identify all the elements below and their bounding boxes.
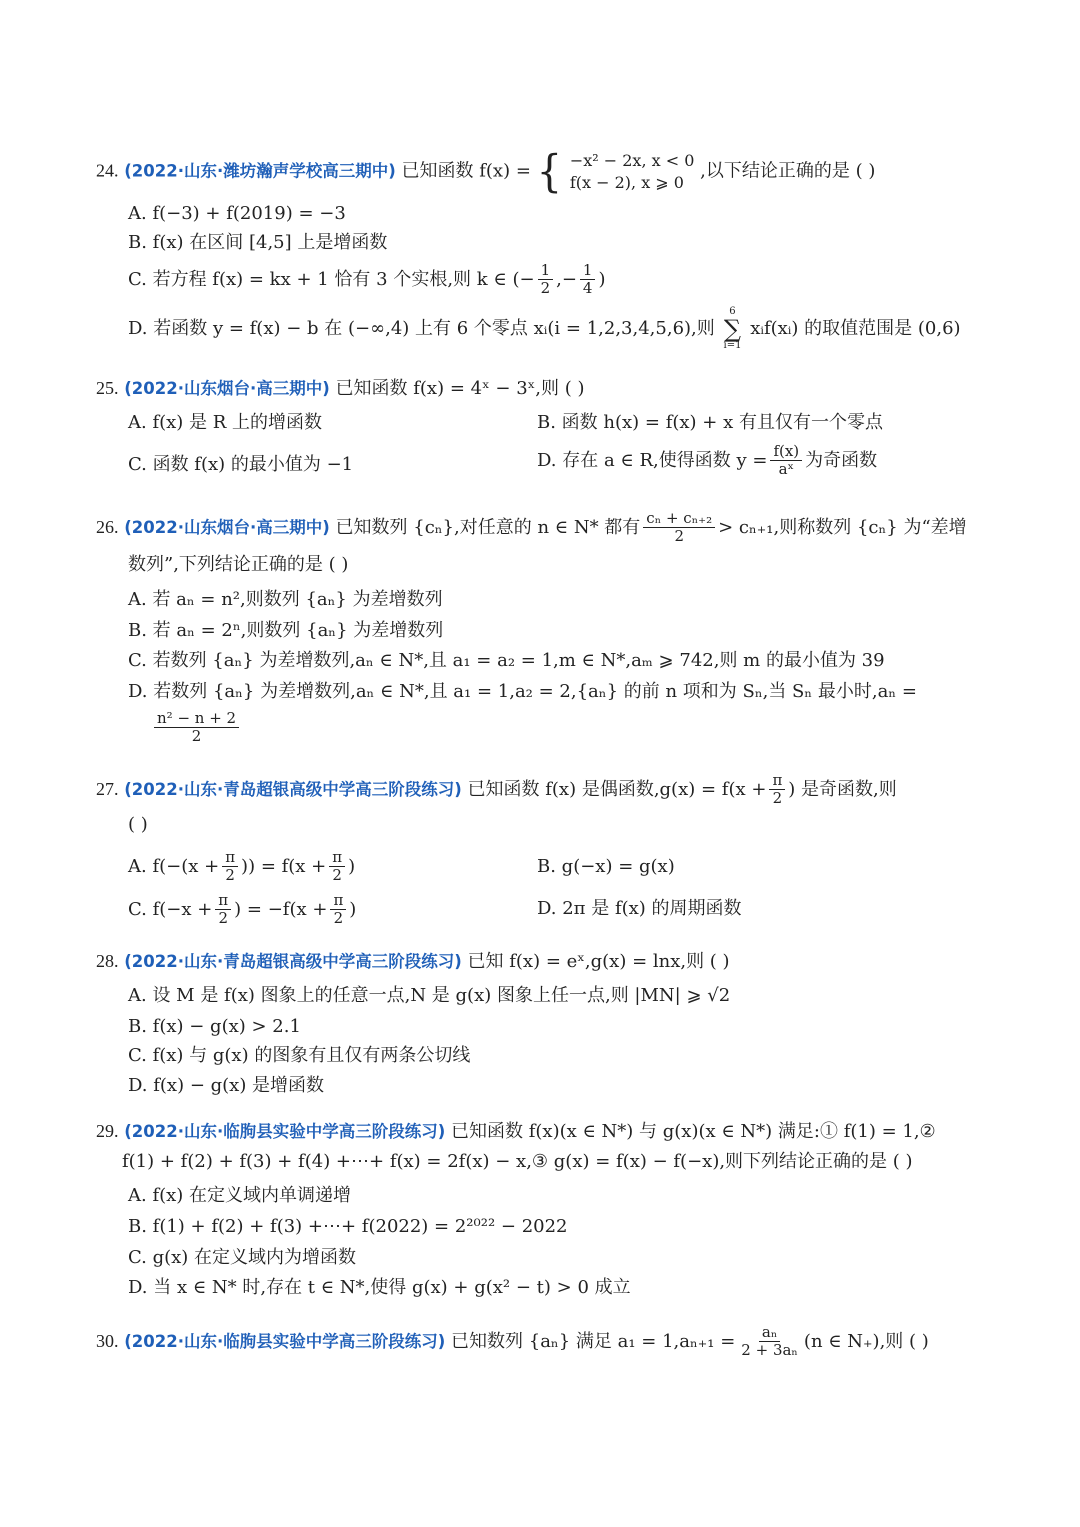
question-24-stem [96, 146, 876, 197]
piecewise-cases [570, 150, 695, 193]
stem-text: (n ∈ N₊),则 ( ) [803, 1330, 929, 1352]
sum-lower: i=1 [723, 340, 742, 351]
fraction [580, 262, 596, 298]
question-number: 25. [96, 378, 119, 398]
fraction [738, 1324, 801, 1360]
option-text: ,− [556, 268, 577, 290]
option-text: xᵢf(xᵢ) 的取值范围是 (0,6) [750, 318, 961, 339]
stem-text: 已知数列 {cₙ},对任意的 n ∈ N* 都有 [335, 516, 641, 538]
question-25-stem [96, 379, 585, 398]
question-source: (2022·山东·青岛超银高级中学高三阶段练习) [124, 952, 462, 971]
stem-text: 已知函数 f(x) 是偶函数,g(x) = f(x + [467, 778, 767, 800]
fraction [222, 849, 238, 885]
sum-sign: ∑ [723, 315, 742, 343]
q27-option-b: B. g(−x) = g(x) [537, 856, 675, 877]
q25-option-c: C. 函数 f(x) 的最小值为 −1 [128, 454, 354, 475]
q24-option-b: B. f(x) 在区间 [4,5] 上是增函数 [128, 232, 388, 253]
stem-text: 已知函数 f(x)(x ∈ N*) 与 g(x)(x ∈ N*) 满足:① f(1) = 1,② [451, 1121, 936, 1142]
q28-option-b: B. f(x) − g(x) > 2.1 [128, 1016, 301, 1037]
numerator: π [215, 892, 231, 910]
q28-option-d: D. f(x) − g(x) 是增函数 [128, 1075, 325, 1096]
q24-option-a: A. f(−3) + f(2019) = −3 [128, 203, 346, 224]
option-text: ) [348, 855, 356, 877]
question-30-stem [96, 1324, 929, 1360]
question-source: (2022·山东烟台·高三期中) [124, 517, 330, 537]
summation [724, 307, 742, 351]
q26-option-d: D. 若数列 {aₙ} 为差增数列,aₙ ∈ N*,且 a₁ = 1,a₂ = 2,{aₙ} 的前 n 项和为 Sₙ,当 Sₙ 最小时,aₙ = [128, 681, 917, 702]
denominator: 2 [540, 279, 551, 298]
stem-text: > cₙ₊₁,则称数列 {cₙ} 为“差增 [718, 516, 967, 538]
q27-option-c [128, 892, 356, 928]
question-27-stem-cont: ( ) [128, 814, 148, 835]
fraction [154, 710, 239, 746]
stem-text: ) 是奇函数,则 [788, 778, 897, 800]
q28-option-a: A. 设 M 是 f(x) 图象上的任意一点,N 是 g(x) 图象上任一点,则 |MN| ⩾ √2 [128, 985, 731, 1006]
stem-text: 已知数列 {aₙ} 满足 a₁ = 1,aₙ₊₁ = [451, 1330, 736, 1352]
option-text: ) [598, 268, 606, 290]
fraction [330, 892, 346, 928]
question-source: (2022·山东·青岛超银高级中学高三阶段练习) [124, 779, 462, 799]
option-text: C. f(−x + [128, 898, 213, 920]
option-text: 为奇函数 [805, 449, 878, 471]
q24-option-c [128, 262, 606, 298]
fraction [643, 510, 715, 546]
option-text: ) [349, 898, 357, 920]
numerator: π [329, 849, 345, 867]
question-28-stem [96, 952, 730, 971]
sum-upper: 6 [729, 306, 736, 317]
option-text: C. 若方程 f(x) = kx + 1 恰有 3 个实根,则 k ∈ (− [128, 268, 535, 290]
q26-option-d-fraction [154, 710, 239, 746]
question-number: 26. [96, 516, 119, 537]
question-source: (2022·山东烟台·高三期中) [124, 379, 330, 398]
fraction [538, 262, 554, 298]
piecewise-brace: { [536, 146, 563, 197]
q29-option-b: B. f(1) + f(2) + f(3) +⋯+ f(2022) = 2²⁰²² − 2022 [128, 1216, 568, 1237]
denominator: 2 [225, 866, 235, 885]
denominator: 2 [772, 789, 783, 808]
q25-option-a: A. f(x) 是 R 上的增函数 [128, 412, 323, 433]
q27-option-d: D. 2π 是 f(x) 的周期函数 [537, 898, 742, 919]
fraction [770, 443, 802, 479]
stem-text: ,以下结论正确的是 ( ) [700, 160, 876, 182]
numerator: cₙ + cₙ₊₂ [643, 510, 715, 528]
option-text: A. f(−(x + [128, 855, 220, 877]
question-source: (2022·山东·临朐县实验中学高三阶段练习) [124, 1122, 446, 1141]
case-2: f(x − 2), x ⩾ 0 [569, 172, 684, 192]
denominator: aˣ [778, 460, 794, 479]
fraction [769, 772, 785, 808]
question-29-stem [96, 1122, 936, 1141]
numerator: aₙ [759, 1324, 780, 1342]
q28-option-c: C. f(x) 与 g(x) 的图象有且仅有两条公切线 [128, 1045, 471, 1066]
q29-option-a: A. f(x) 在定义域内单调递增 [128, 1185, 352, 1206]
question-source: (2022·山东·潍坊瀚声学校高三期中) [124, 161, 396, 181]
numerator: 1 [580, 262, 596, 280]
numerator: π [769, 772, 785, 790]
q29-option-c: C. g(x) 在定义域内为增函数 [128, 1247, 357, 1268]
q26-option-c: C. 若数列 {aₙ} 为差增数列,aₙ ∈ N*,且 a₁ = a₂ = 1,m ∈ N*,aₘ ⩾ 742,则 m 的最小值为 39 [128, 650, 885, 671]
denominator: 2 + 3aₙ [741, 1341, 798, 1360]
question-number: 30. [96, 1330, 119, 1351]
option-text: D. 若函数 y = f(x) − b 在 (−∞,4) 上有 6 个零点 xᵢ(i = 1,2,3,4,5,6),则 [128, 318, 715, 339]
question-number: 27. [96, 778, 119, 799]
q26-option-a: A. 若 aₙ = n²,则数列 {aₙ} 为差增数列 [128, 589, 443, 610]
fraction [329, 849, 345, 885]
option-text: ) = −f(x + [234, 898, 328, 920]
numerator: π [222, 849, 238, 867]
q24-option-d [128, 307, 961, 351]
denominator: 2 [191, 727, 202, 746]
question-source: (2022·山东·临朐县实验中学高三阶段练习) [124, 1331, 446, 1351]
numerator: 1 [538, 262, 554, 280]
q25-option-b: B. 函数 h(x) = f(x) + x 有且仅有一个零点 [537, 412, 883, 433]
denominator: 4 [582, 279, 593, 298]
case-1: −x² − 2x, x < 0 [569, 151, 695, 170]
question-number: 28. [96, 951, 119, 971]
option-text: )) = f(x + [241, 855, 327, 877]
stem-text: 已知函数 f(x) = 4ˣ − 3ˣ,则 ( ) [335, 378, 585, 399]
question-29-stem-cont: f(1) + f(2) + f(3) + f(4) +⋯+ f(x) = 2f(x) − x,③ g(x) = f(x) − f(−x),则下列结论正确的是 ( ) [122, 1151, 913, 1172]
stem-text: 已知函数 f(x) = [401, 160, 531, 182]
q26-option-b: B. 若 aₙ = 2ⁿ,则数列 {aₙ} 为差增数列 [128, 620, 444, 641]
numerator: π [330, 892, 346, 910]
numerator: f(x) [770, 443, 802, 461]
denominator: 2 [332, 866, 342, 885]
denominator: 2 [333, 909, 344, 928]
question-number: 29. [96, 1121, 119, 1141]
question-27-stem [96, 772, 897, 808]
q27-option-a [128, 849, 355, 885]
denominator: 2 [674, 527, 684, 546]
q25-option-d [537, 443, 877, 479]
question-26-stem-cont: 数列”,下列结论正确的是 ( ) [128, 554, 349, 575]
stem-text: 已知 f(x) = eˣ,g(x) = lnx,则 ( ) [467, 951, 730, 972]
q29-option-d: D. 当 x ∈ N* 时,存在 t ∈ N*,使得 g(x) + g(x² − t) > 0 成立 [128, 1277, 631, 1298]
numerator: n² − n + 2 [154, 710, 239, 728]
option-text: D. 存在 a ∈ R,使得函数 y = [537, 449, 768, 471]
fraction [215, 892, 231, 928]
question-26-stem [96, 510, 967, 546]
denominator: 2 [218, 909, 228, 928]
question-number: 24. [96, 160, 119, 181]
